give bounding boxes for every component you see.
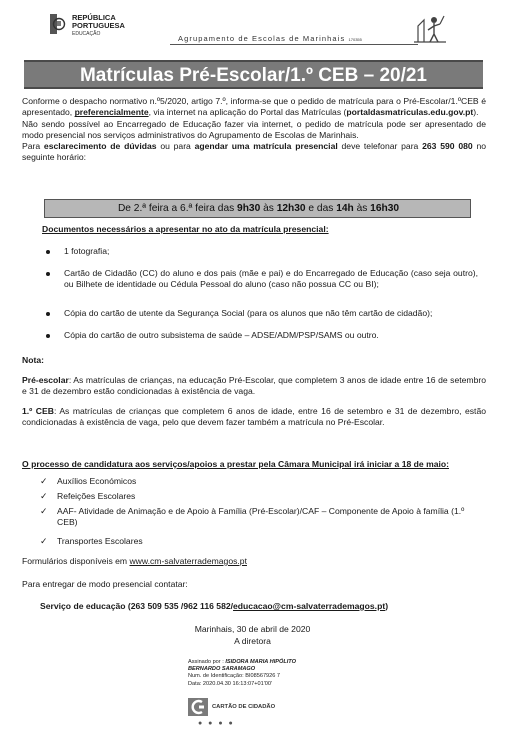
contact-intro: Para entregar de modo presencial contatar: bbox=[22, 579, 188, 589]
place-date: Marinhais, 30 de abril de 2020 bbox=[194, 624, 311, 634]
note-pre-school bbox=[22, 375, 486, 398]
digital-signature bbox=[188, 659, 348, 688]
checkmark-icon: ✓ bbox=[40, 536, 48, 546]
intro-p1-text-2: , via internet na aplicação do Portal das Matrículas ( bbox=[148, 107, 347, 118]
intro-paragraph-2: Não sendo possível ao Encarregado de Educação fazer via internet, o pedido de matrícula pode ser apresentado de modo presencial nos serviços administrativos do Agrupamento de Escolas de Marinhais. bbox=[22, 118, 486, 140]
intro-paragraph-3 bbox=[22, 141, 486, 164]
checkmark-icon: ✓ bbox=[40, 476, 48, 486]
note-pre-school-label: Pré-escolar bbox=[22, 375, 69, 385]
list-item-text: 1 fotografia; bbox=[64, 246, 110, 256]
signature-date: Data: 2020.04.30 16:13:07+01'00' bbox=[188, 680, 273, 687]
note-label: Nota: bbox=[22, 355, 44, 365]
intro-paragraph-1 bbox=[22, 96, 486, 119]
portal-url: portaldasmatriculas.edu.gov.pt bbox=[346, 107, 474, 118]
schedule-afternoon-start: 14h bbox=[336, 203, 354, 214]
signature-signed-by bbox=[188, 659, 348, 666]
schedule-morning-start: 9h30 bbox=[237, 203, 261, 214]
citizen-card-dots: ● ● ● ● bbox=[198, 720, 235, 727]
schedule-sep-3: às bbox=[353, 203, 371, 214]
documents-heading: Documentos necessários a apresentar no ato da matrícula presencial: bbox=[42, 224, 329, 234]
schedule-sep-2: e das bbox=[305, 203, 337, 214]
education-service-phones: Serviço de educação (263 509 535 /962 116 582/ bbox=[40, 601, 234, 611]
schedule-afternoon-end: 16h30 bbox=[370, 203, 400, 214]
intro-p3-text-3: deve telefonar para bbox=[337, 141, 423, 152]
signature-id: Num. de Identificação: BI08567926 7 bbox=[188, 673, 281, 680]
intro-p3-text-2: ou para bbox=[156, 141, 195, 152]
government-name-line1: REPÚBLICA bbox=[72, 13, 116, 22]
intro-p3-doubts: esclarecimento de dúvidas bbox=[43, 141, 157, 152]
document-title: Matrículas Pré-Escolar/1.º CEB – 20/21 bbox=[79, 65, 427, 86]
education-service-contact bbox=[40, 601, 388, 612]
signer-name-line1: ISIDORA MARIA HIPÓLITO bbox=[225, 659, 296, 665]
schedule-sep-1: às bbox=[260, 203, 277, 214]
list-item-text: Auxílios Económicos bbox=[57, 476, 137, 486]
header-divider bbox=[170, 44, 418, 45]
list-item-text: Refeições Escolares bbox=[57, 491, 136, 501]
intro-p3-text: Para bbox=[22, 141, 44, 152]
list-item-text: Cartão de Cidadão (CC) do aluno e dos pais (mãe e pai) e do Encarregado de Educação (caso seja outro), ou Bilhete de identidade ou Cédula Pessoal do aluno (caso não possua CC ou BI); bbox=[64, 268, 478, 290]
forms-line bbox=[22, 556, 247, 567]
list-item-text: Cópia do cartão de utente da Segurança Social (para os alunos que não têm cartão de cidadão); bbox=[64, 308, 433, 318]
signature-label: Assinado por : bbox=[188, 659, 224, 665]
citizen-card-icon bbox=[188, 698, 208, 716]
intro-p3-end: no seguinte horário: bbox=[22, 141, 486, 163]
government-name-line2: PORTUGUESA bbox=[72, 21, 125, 30]
municipality-website-link[interactable]: www.cm-salvaterrademagos.pt bbox=[129, 556, 247, 566]
schedule-box bbox=[44, 199, 471, 218]
note-first-cycle-label: 1.º CEB bbox=[22, 406, 54, 416]
citizen-card-logo bbox=[188, 698, 308, 728]
bullet-icon bbox=[46, 272, 50, 276]
school-logo-icon bbox=[410, 12, 450, 46]
signer-name-line2: BERNARDO SARAMAGO bbox=[188, 666, 256, 673]
intro-p1-text: Conforme o despacho normativo n.º5/2020, artigo 7.º, informa-se que o pedido de matrícula para o Pré-Escolar/1.ºCEB é apresentado, bbox=[22, 96, 486, 118]
intro-p1-emphasis: preferencialmente bbox=[74, 107, 149, 118]
schedule-days: De 2.ª feira a 6.ª feira das bbox=[117, 203, 238, 214]
government-name bbox=[72, 14, 125, 30]
list-item-text: AAF- Atividade de Animação e de Apoio à Família (Pré-Escolar)/CAF – Componente de Apoio à família (1.º CEB) bbox=[57, 506, 465, 528]
signatory-role: A diretora bbox=[234, 636, 271, 646]
forms-text: Formulários disponíveis em bbox=[22, 556, 130, 566]
bullet-icon bbox=[46, 334, 50, 338]
process-heading: O processo de candidatura aos serviços/apoios a prestar pela Câmara Municipal irá iniciar a 18 de maio: bbox=[22, 459, 449, 469]
portugal-emblem-icon bbox=[50, 14, 68, 36]
note-first-cycle bbox=[22, 406, 486, 429]
title-band bbox=[24, 60, 483, 89]
schedule-text bbox=[45, 203, 472, 214]
list-item-text: Cópia do cartão de outro subsistema de saúde – ADSE/ADM/PSP/SAMS ou outro. bbox=[64, 330, 379, 340]
note-pre-school-text: : As matrículas de crianças, na educação Pré-Escolar, que completem 3 anos de idade entre 16 de setembro e 31 de dezembro estão condicionadas à existência de vaga. bbox=[22, 375, 486, 397]
document-header bbox=[50, 12, 450, 52]
ministry-label: EDUCAÇÃO bbox=[72, 31, 101, 37]
government-logo bbox=[50, 14, 140, 42]
note-first-cycle-text: : As matrículas de crianças que completem 6 anos de idade, entre 16 de setembro e 31 de dezembro, estão condicionadas à existência de vaga, pelo que devem fazer também a matrícula no Pré-Escolar. bbox=[22, 406, 486, 428]
citizen-card-label: CARTÃO DE CIDADÃO bbox=[212, 704, 276, 710]
intro-section bbox=[22, 96, 486, 164]
phone-number: 263 590 080 bbox=[422, 141, 473, 152]
school-code: 170355 bbox=[348, 37, 362, 42]
intro-p1-end: ). bbox=[473, 107, 479, 118]
list-item-text: Transportes Escolares bbox=[57, 536, 143, 546]
education-email-link[interactable]: educacao@cm-salvaterrademagos.pt bbox=[233, 601, 386, 611]
intro-p3-appointment: agendar uma matrícula presencial bbox=[194, 141, 338, 152]
checkmark-icon: ✓ bbox=[40, 506, 48, 516]
schedule-morning-end: 12h30 bbox=[276, 203, 306, 214]
bullet-icon bbox=[46, 250, 50, 254]
education-service-close: ) bbox=[385, 601, 389, 611]
school-name-text: Agrupamento de Escolas de Marinhais bbox=[178, 34, 346, 43]
bullet-icon bbox=[46, 312, 50, 316]
checkmark-icon: ✓ bbox=[40, 491, 48, 501]
school-name bbox=[178, 34, 362, 43]
